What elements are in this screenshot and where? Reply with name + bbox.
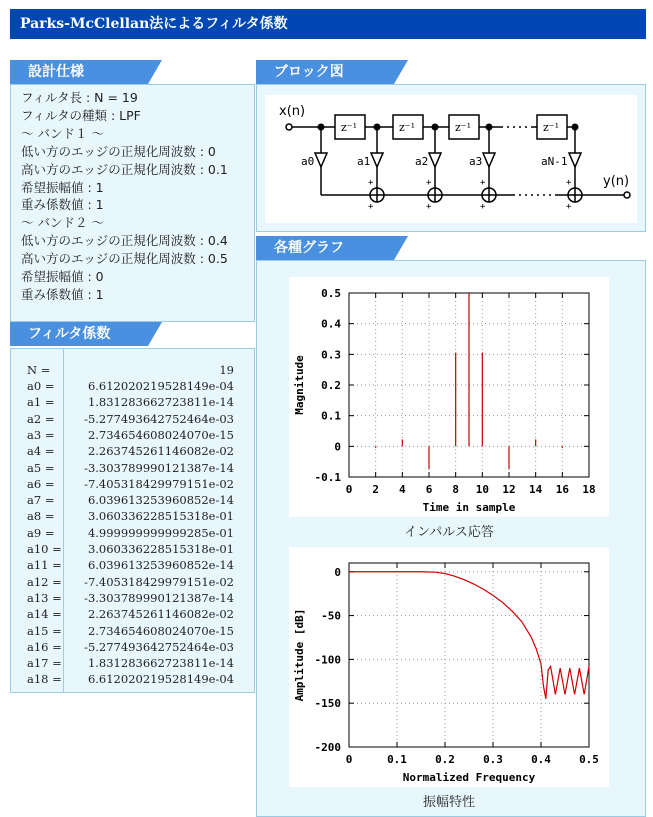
coef-label: a4 = [27,444,55,459]
spec-line: 低い方のエッジの正規化周波数 : 0.4 [21,233,228,249]
coef-value: -5.277493642752464e-03 [84,639,234,654]
x-axis-label: Normalized Frequency [402,771,536,784]
y-axis-label: Magnitude [293,355,306,415]
coef-row [11,672,254,688]
coef-value: 6.039613253960852e-14 [87,558,234,573]
spec-line: ～ バンド１ ～ [21,125,104,141]
impulse-chart [289,277,609,517]
magnitude-caption: 振幅特性 [422,795,475,810]
page-title: Parks-McClellan法によるフィルタ係数 [10,9,646,39]
svg-text:+: + [368,202,374,212]
coef-label: a0 = [27,379,55,393]
plot-frame [349,563,589,747]
spec-lines [11,85,254,304]
input-label: x(n) [279,104,306,119]
coef-value: 2.734654608024070e-15 [87,427,234,442]
svg-text:+: + [426,202,432,212]
coef-row [11,558,254,574]
coef-value: 2.263745261146082e-02 [87,607,234,622]
n-label: N = [27,363,51,377]
x-tick-label: 0.3 [483,753,503,766]
tab-spec: 設計仕様 [10,60,148,84]
coef-label: a10 = [27,542,62,556]
x-tick-label: 0.5 [579,753,599,766]
x-tick-label: 0 [345,753,353,766]
tab-graphs: 各種グラフ [256,236,394,260]
svg-text:+: + [368,178,374,188]
coef-row [11,591,254,607]
tap-label: aN-1 [541,155,568,168]
coef-label: a9 = [27,525,55,540]
spec-line: 重み係数値 : 1 [21,197,104,213]
coef-value: 1.831283662723811e-14 [87,656,234,671]
coef-label: a8 = [27,509,55,524]
coef-value: 3.060336228515318e-01 [87,542,234,556]
x-tick-label: 0.4 [531,753,551,766]
coef-label: a2 = [27,411,55,426]
coef-label: a3 = [27,427,55,442]
svg-text:+: + [566,202,572,212]
coef-row [11,379,254,395]
y-tick-label: -200 [314,741,341,754]
coef-value: 6.612020219528149e-04 [87,379,234,393]
coef-row [11,575,254,591]
tap-label: a0 [301,155,315,168]
x-tick-label: 2 [372,483,379,496]
y-tick-label: 0.4 [321,317,341,331]
coef-value: -7.405318429979151e-02 [84,476,234,491]
tab-coefs: フィルタ係数 [10,322,148,346]
x-tick-label: 12 [502,483,516,496]
coef-label: a16 = [27,639,62,654]
y-tick-label: 0.2 [321,379,341,392]
coef-row [11,428,254,444]
coef-row [11,395,254,411]
spec-line: 高い方のエッジの正規化周波数 : 0.1 [21,161,228,177]
y-tick-label: 0.5 [321,287,341,300]
x-axis-label: Time in sample [422,501,516,514]
tab-block: ブロック図 [256,60,394,84]
coef-value: -7.405318429979151e-02 [84,574,234,589]
tap-label: a1 [357,155,371,168]
x-tick-label: 4 [399,483,406,496]
coef-label: a5 = [27,460,55,475]
output-label: y(n) [603,174,630,189]
impulse-svg [289,277,609,517]
spec-line: ～ バンド２ ～ [21,215,104,231]
coef-row [11,542,254,558]
tap-label: a2 [415,155,429,168]
coef-label: a15 = [27,623,62,638]
coef-value: 2.263745261146082e-02 [87,444,234,459]
n-row [11,363,254,379]
coef-label: a12 = [27,574,62,589]
coef-row [11,412,254,428]
y-tick-label: 0 [334,565,341,579]
fir-diagram [265,95,637,223]
coef-row [11,640,254,656]
coef-row [11,526,254,542]
coef-value: 2.734654608024070e-15 [87,623,234,638]
coef-value: 1.831283662723811e-14 [87,395,234,410]
y-tick-label: 0.1 [321,409,341,423]
x-tick-label: 0.1 [387,753,407,766]
y-tick-label: -50 [321,609,341,623]
y-tick-label: 0 [334,440,341,454]
spec-panel [10,84,255,322]
tap-label: a3 [469,155,483,168]
graphs-panel [256,260,646,817]
delay-label: z⁻¹ [398,121,416,134]
block-diagram [265,95,637,223]
coef-label: a11 = [27,558,62,573]
spec-line: 低い方のエッジの正規化周波数 : 0 [21,143,216,159]
coef-row [11,624,254,640]
x-tick-label: 6 [425,483,433,496]
svg-text:+: + [480,178,486,188]
coef-label: a14 = [27,607,62,622]
y-tick-label: -150 [314,697,341,711]
x-tick-label: 0.2 [435,753,455,766]
coef-row [11,656,254,672]
x-tick-label: 14 [529,483,543,496]
coef-table [10,348,255,693]
coef-value: -3.303789990121387e-14 [84,460,234,475]
coef-label: a13 = [27,590,62,605]
coef-value: 6.039613253960852e-14 [87,493,234,508]
coef-label: a6 = [27,476,55,491]
spec-line: 重み係数値 : 1 [21,286,104,302]
delay-label: z⁻¹ [454,121,472,134]
spec-line: フィルタの種類 : LPF [21,107,141,123]
coef-value: -3.303789990121387e-14 [84,590,234,605]
delay-label: z⁻¹ [542,121,560,134]
impulse-caption: インパルス応答 [404,525,494,540]
svg-text:+: + [426,178,432,188]
coef-row [11,444,254,460]
magnitude-chart [289,547,609,787]
spec-line: 高い方のエッジの正規化周波数 : 0.5 [21,251,228,267]
coef-value: -5.277493642752464e-03 [84,411,234,426]
coef-row [11,607,254,623]
coef-row [11,461,254,477]
spec-line: フィルタ長 : N = 19 [21,90,138,105]
y-tick-label: 0.3 [321,348,341,362]
coef-value: 6.612020219528149e-04 [87,672,234,687]
magnitude-svg [289,547,609,787]
x-tick-label: 10 [475,483,489,496]
n-value: 19 [219,363,234,377]
coef-label: a7 = [27,493,55,508]
coef-value: 4.999999999999285e-01 [87,525,234,540]
x-tick-label: 0 [345,483,353,496]
spec-line: 希望振幅値 : 1 [21,179,104,195]
svg-text:+: + [480,202,486,212]
x-tick-label: 18 [582,483,596,496]
coef-row [11,509,254,525]
block-panel [256,84,646,232]
coef-label: a1 = [27,395,55,410]
coef-label: a17 = [27,656,62,671]
coef-value: 3.060336228515318e-01 [87,509,234,524]
x-tick-label: 8 [452,483,459,496]
y-axis-label: Amplitude [dB] [293,608,306,702]
response-line [349,572,589,699]
y-tick-label: -100 [314,653,341,667]
coef-label: a18 = [27,672,62,687]
coef-row [11,493,254,509]
spec-line: 希望振幅値 : 0 [21,269,104,285]
delay-label: z⁻¹ [340,121,358,134]
coef-row [11,477,254,493]
y-tick-label: -0.1 [314,471,341,484]
x-tick-label: 16 [555,483,569,496]
svg-text:+: + [566,178,572,188]
